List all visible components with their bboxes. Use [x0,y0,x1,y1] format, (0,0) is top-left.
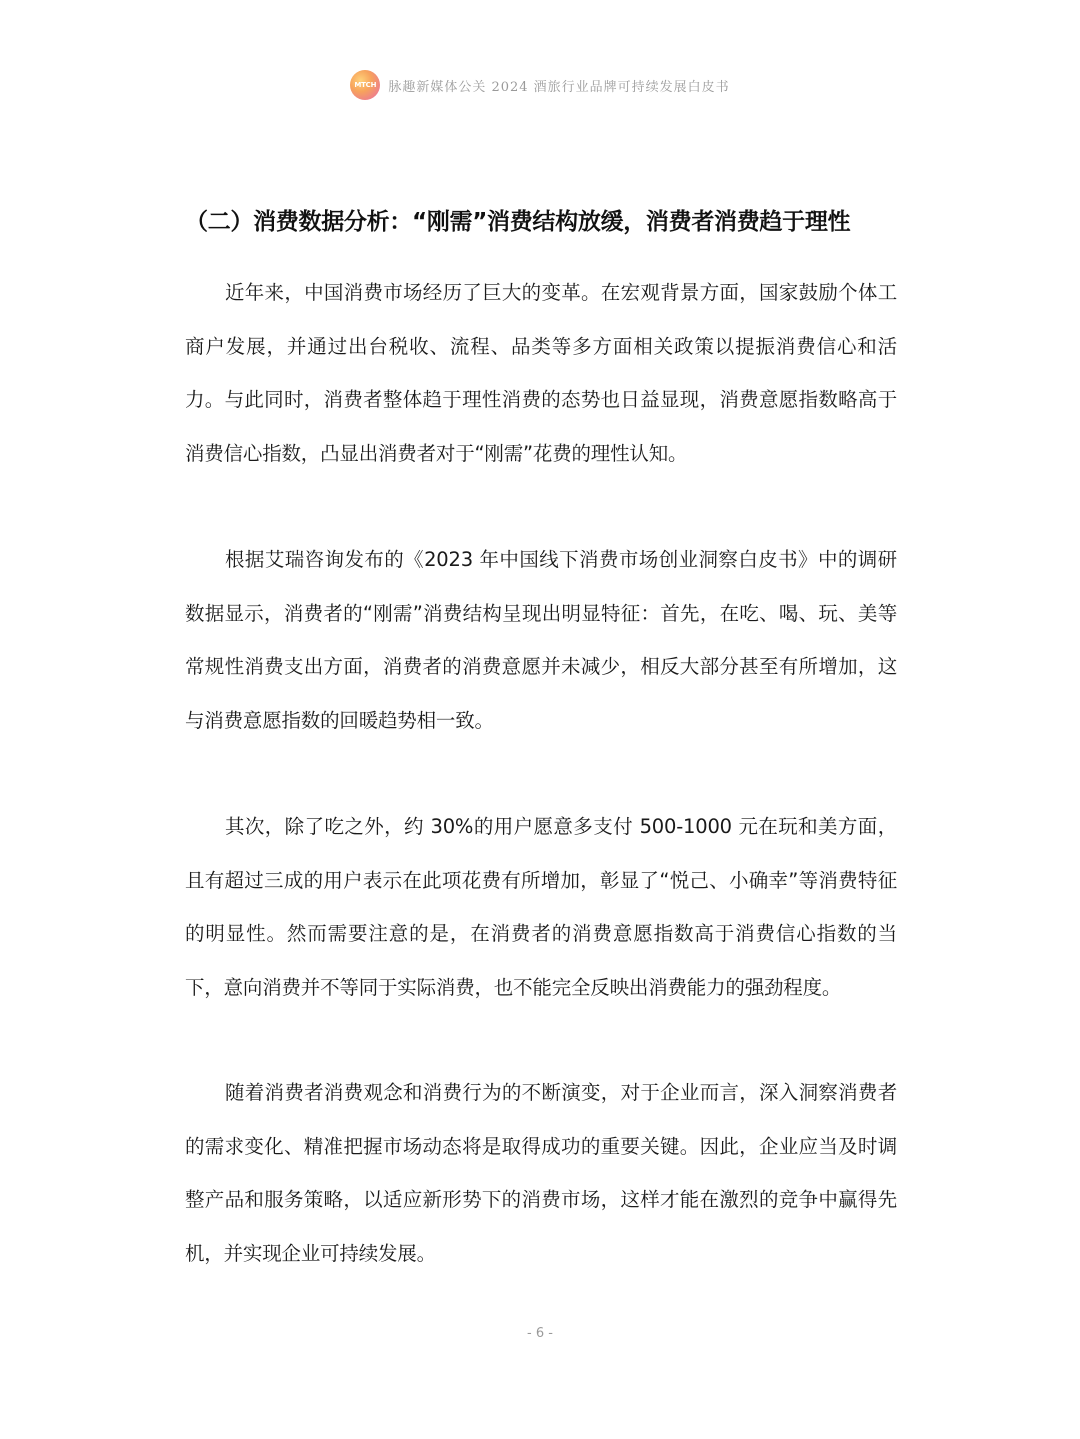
page-number: - 6 - [527,1326,553,1341]
section-title: （二）消费数据分析：“刚需”消费结构放缓，消费者消费趋于理性 [185,209,851,235]
header-title: 脉趣新媒体公关 2024 酒旅行业品牌可持续发展白皮书 [388,79,730,95]
brand-logo [350,70,380,100]
brand-logo-text: MTCH [354,81,377,89]
paragraph-4: 随着消费者消费观念和消费行为的不断演变，对于企业而言，深入洞察消费者的需求变化、精准把握市场动态将是取得成功的重要关键。因此，企业应当及时调整产品和服务策略，以适应新形势下的消费市场，这样才能在激烈的竞争中赢得先机，并实现企业可持续发展。 [185,1081,897,1265]
paragraph-1: 近年来，中国消费市场经历了巨大的变革。在宏观背景方面，国家鼓励个体工商户发展，并通过出台税收、流程、品类等多方面相关政策以提振消费信心和活力。与此同时，消费者整体趋于理性消费的态势也日益显现，消费意愿指数略高于消费信心指数，凸显出消费者对于“刚需”花费的理性认知。 [185,281,897,465]
paragraph-3: 其次，除了吃之外，约 30%的用户愿意多支付 500-1000 元在玩和美方面，且有超过三成的用户表示在此项花费有所增加，彰显了“悦己、小确幸”等消费特征的明显性。然而需要注意的是，在消费者的消费意愿指数高于消费信心指数的当下，意向消费并不等同于实际消费，也不能完全反映出消费能力的强劲程度。 [185,815,897,999]
paragraph-2: 根据艾瑞咨询发布的《2023 年中国线下消费市场创业洞察白皮书》中的调研数据显示，消费者的“刚需”消费结构呈现出明显特征：首先，在吃、喝、玩、美等常规性消费支出方面，消费者的消费意愿并未减少，相反大部分甚至有所增加，这与消费意愿指数的回暖趋势相一致。 [185,548,897,732]
page-header [0,70,1080,100]
